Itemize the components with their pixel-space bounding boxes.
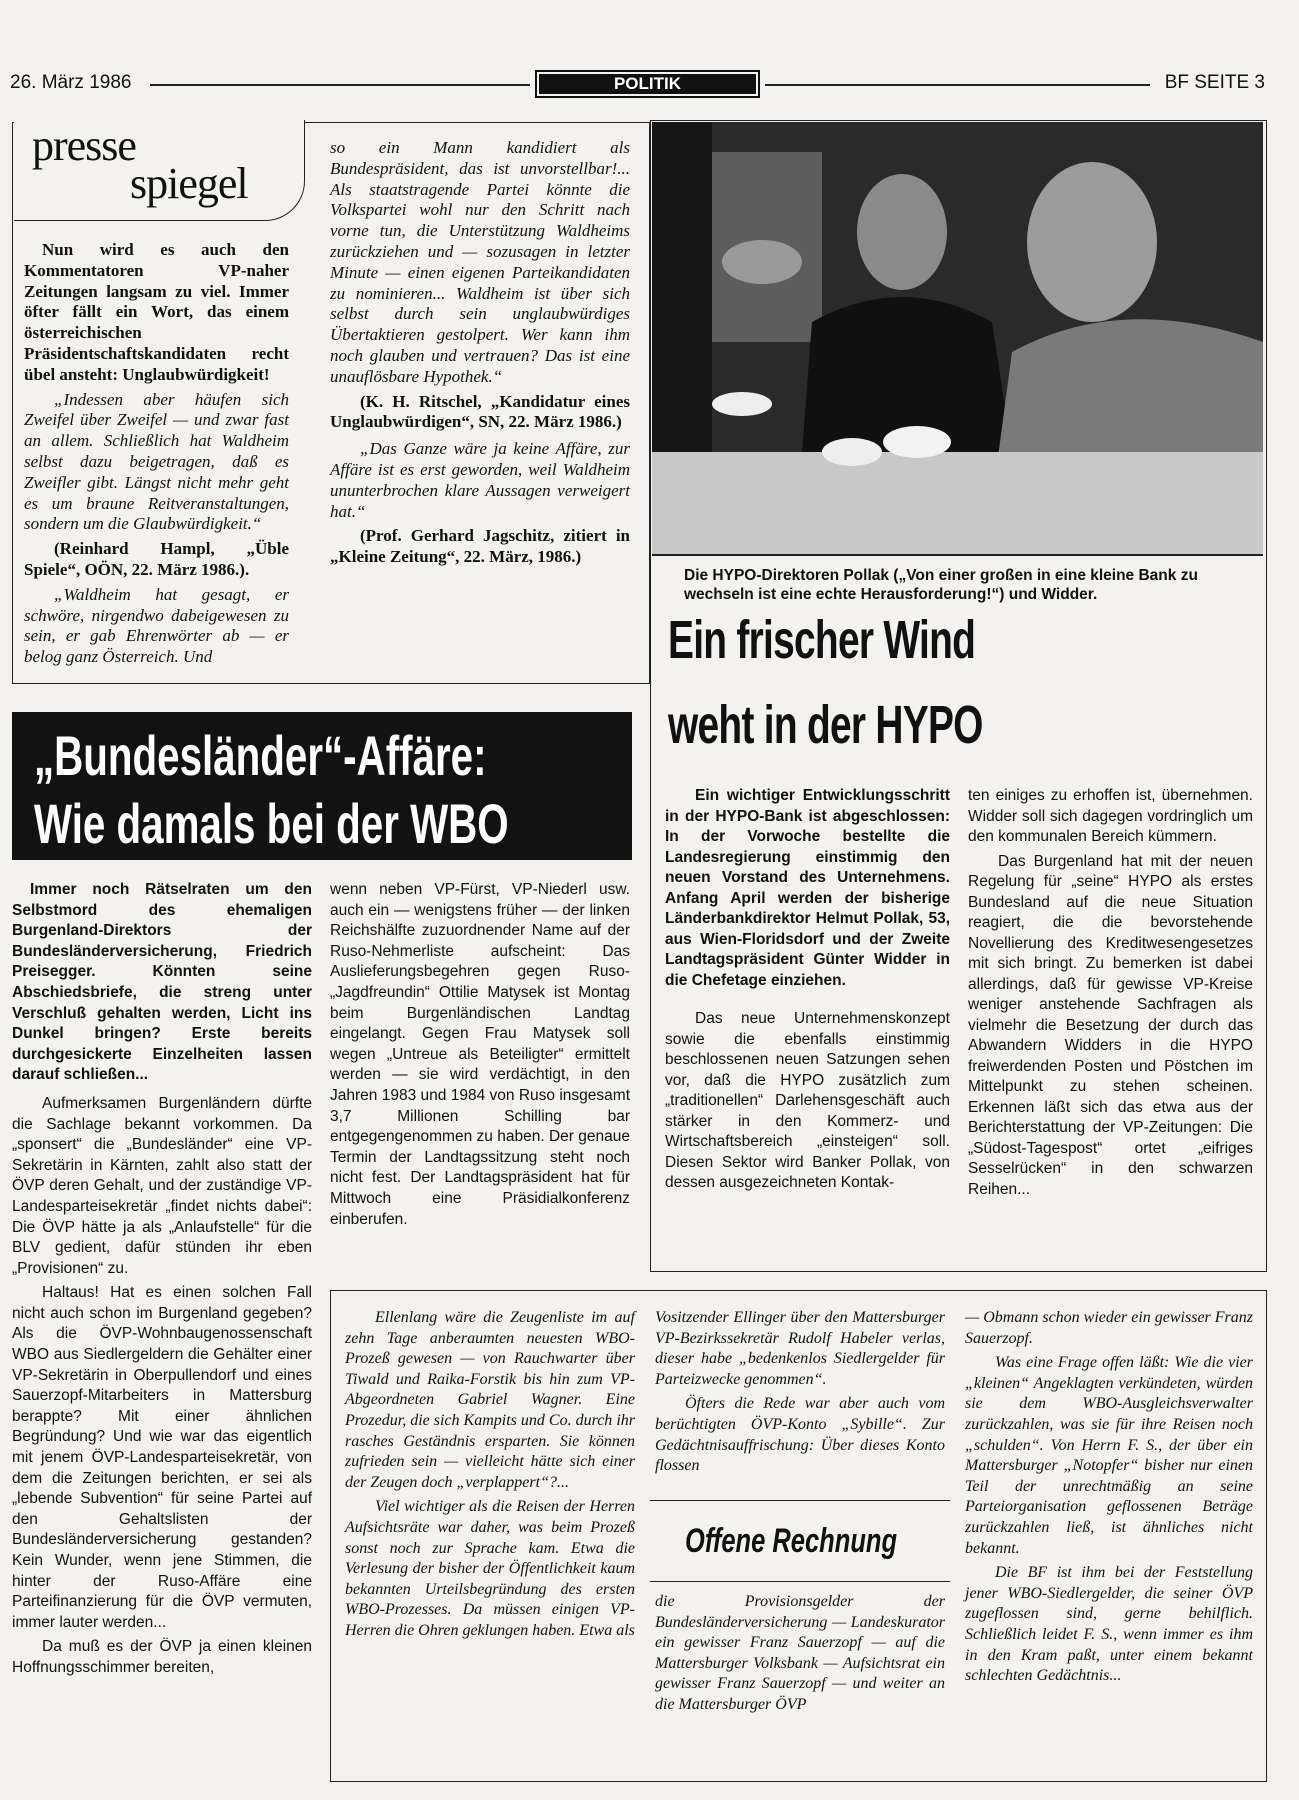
header-rule-left: [150, 84, 530, 86]
offene-col1-para2: Viel wichtiger als die Reisen der Herren Aufsichtsräte war daher, was beim Prozeß sonst noch zur Sprache kam. Etwa die Verlesung der bisher der Öffentlichkeit kaum bekannten Urteilsbegründung des ersten WBO-Prozesses. Da müssen einigen VP-Herren die Ohren geklungen haben. Etwa als: [345, 1498, 635, 1639]
offene-col2-para2: Öfters die Rede war aber auch vom berüchtigten ÖVP-Konto „Sybille“. Zur Gedächtnisauffrischung: Über dieses Konto flossen: [655, 1395, 945, 1475]
bundeslaender-col2: [330, 880, 630, 1234]
bundeslaender-col2-text: wenn neben VP-Fürst, VP-Niederl usw. auch ein — wenigstens früher — der linken Reichshälfte zuzuordnender Name auf der Ruso-Nehmerliste aufscheint: Das Auslieferungsbegehren gegen Ruso-„Jagdfreundin“ Ottilie Matysek ist Montag beim Burgenländischen Landtag eingelangt. Gegen Frau Matysek soll wegen „Untreue als Beteiligter“ ermittelt werden — sie wird verdächtigt, in den Jahren 1983 und 1984 von Ruso insgesamt 3,7 Millionen Schilling bar entgegengenommen zu haben. Der genaue Termin der Landtagssitzung steht noch nicht fest. Der Landtagspräsident hat für Mittwoch eine Präsidialkonferenz einberufen.: [330, 881, 630, 1228]
hypo-para1: Das neue Unternehmenskonzept sowie die ebenfalls einstimmig beschlossenen neuen Satzungen sehen vor, daß die HYPO zusätzlich zum „traditionellen“ Darlehensgeschäft auch stärker in den Kommerz- und Wirtschaftsbereich „einsteigen“ soll. Diesen Sektor wird Banker Pollak, von dessen ausgezeichneten Kontak-: [665, 1010, 950, 1191]
source-3: (Prof. Gerhard Jagschitz, zitiert in „Kleine Zeitung“, 22. März, 1986.): [330, 526, 630, 567]
offene-col3-para2: Was eine Frage offen läßt: Wie die vier „kleinen“ Angeklagten verkündeten, würden sie dem WBO-Ausgleichsverwalter zurückzahlen, was sie für ihre Reisen noch „schulden“. Von Herrn F. S., der über ein Mattersburger „Notopfer“ bisher nur einen Teil der unrechtmäßig an seine Parteiorganisation geflossenen Beträge zurückzahlen ließ, ist ähnliches nicht bekannt.: [965, 1354, 1253, 1557]
quote-2-part2: so ein Mann kandidiert als Bundespräsident, das ist unvorstellbar!... Als staatstragende Partei könnte die Volkspartei wohl nur den Schritt nach vorne tun, die Unterstützung Waldheims zurückziehen und — sozusagen in letzter Minute — einen eigenen Parteikandidaten zu nominieren... Waldheim ist über sich selbst durch sein unglaubwürdiges Übertaktieren gestolpert. Wer kann ihm noch glauben und vertrauen? Das ist eine unauflösbare Hypothek.“: [330, 138, 630, 386]
directors-photo: [652, 122, 1263, 554]
offene-col1: [345, 1308, 635, 1646]
offene-col3-para3: Die BF ist ihm bei der Feststellung jener WBO-Siedlergelder, die seiner ÖVP zugeflossen sind, gerne behilflich. Schließlich leidet F. S., wenn immer es ihm in den Kram paßt, unter einem bekannt schlechten Gedächtnis...: [965, 1564, 1253, 1685]
section-label-box: [535, 70, 760, 98]
bundeslaender-para2: Haltaus! Hat es einen solchen Fall nicht auch schon im Burgenland gegeben? Als die ÖVP-Wohnbaugenossenschaft WBO aus Siedlergeldern die Gehälter einer VP-Sekretärin in Oberpullendorf und eines Sauerzopf-Mitarbeiters in Mattersburg berappte? Mit einer ähnlichen Begründung? Und wie war das eigentlich mit jenem ÖVP-Landesparteisekretär, von dem die Zeitungen berichten, er sei als „lebende Subvention“ für seine Partei auf den Gehaltslisten der Bundesländerversicherung gestanden? Kein Wunder, wenn jene Stimmen, die hinter der Ruso-Affäre eine Parteifinanzierung für die ÖVP vermuten, immer lauter werden...: [12, 1284, 312, 1631]
quote-2-part1: „Waldheim hat gesagt, er schwöre, nirgendwo dabeigewesen zu sein, er gab Ehrenwörter ab — er belog ganz Österreich. Und: [24, 584, 289, 667]
source-1: (Reinhard Hampl, „Üble Spiele“, OÖN, 22. März 1986.).: [24, 539, 289, 579]
bundeslaender-col1: [12, 880, 312, 1683]
offene-col2-para1: Vositzender Ellinger über den Mattersburger VP-Bezirkssekretär Rudolf Habeler verlas, dieser habe „bedenkenlos Siedlergelder für Parteizwecke genommen“.: [655, 1309, 945, 1388]
photo-illustration: [652, 122, 1263, 554]
section-label: POLITIK: [539, 74, 756, 94]
bundeslaender-para3: Da muß es der ÖVP ja einen kleinen Hoffnungsschimmer bereiten,: [12, 1638, 312, 1676]
offene-col3-para1: — Obmann schon wieder ein gewisser Franz Sauerzopf.: [965, 1309, 1253, 1347]
bundeslaender-headline-line2: Wie damals bei der WBO: [34, 792, 509, 855]
offene-title: Offene Rechnung: [685, 1522, 898, 1560]
pressespiegel-intro: Nun wird es auch den Kommentatoren VP-naher Zeitungen langsam zu viel. Immer öfter fällt ein Wort, das einem österreichischen Präsidentschaftskandidaten recht übel ansteht: Unglaubwürdigkeit!: [24, 240, 289, 384]
photo-rule: [652, 554, 1263, 556]
hypo-col2: [968, 786, 1253, 1204]
offene-col1-para1: Ellenlang wäre die Zeugenliste im auf zehn Tage anberaumten neuesten WBO-Prozeß gewesen — von Rauchwarter über Tiwald und Raika-Forstik bis hin zum VP-Abgeordneten Gabriel Wagner. Eine Prozedur, die sich Kampits und Co. durch ihr rasches Geständnis ersparten. Sie können zufrieden sein — vielleicht hätte sich einer der Zeugen doch „verplappert“?...: [345, 1309, 635, 1491]
offene-title-box: [650, 1500, 950, 1582]
photo-caption: Die HYPO-Direktoren Pollak („Von einer großen in eine kleine Bank zu wechseln ist eine echte Herausforderung!“) und Widder.: [684, 567, 1198, 603]
pressespiegel-col2: [330, 138, 630, 572]
source-2: (K. H. Ritschel, „Kandidatur eines Unglaubwürdigen“, SN, 22. März 1986.): [330, 391, 630, 432]
offene-col2-para3: die Provisionsgelder der Bundesländerversicherung — Landeskurator ein gewisser Franz Sauerzopf — auf die Mattersburger Volksbank — Aufsichtsrat ein gewisser Franz Sauerzopf — und weiter an die Mattersburger ÖVP: [655, 1593, 945, 1713]
page-number: BF SEITE 3: [1164, 72, 1265, 93]
issue-date: 26. März 1986: [10, 72, 132, 93]
offene-col2-bottom: [655, 1592, 945, 1720]
pressespiegel-logo: [14, 120, 305, 221]
bundeslaender-para1: Aufmerksamen Burgenländern dürfte die Sachlage bekannt vorkommen. Da „sponsert“ die „Bundesländer“ eine VP-Sekretärin in Kärnten, zahlt also statt der ÖVP deren Gehalt, und der zuständige VP-Landesparteisekretär „findet nichts dabei“: Die ÖVP hätte ja als „Anlaufstelle“ für die BLV gedient, dafür stünden ihr eben „Provisionen“ zu.: [12, 1094, 312, 1277]
pressespiegel-col1: [24, 240, 289, 672]
page-header: [10, 70, 1265, 100]
hypo-headline-line1: Ein frischer Wind: [668, 610, 976, 670]
header-rule-right: [765, 84, 1150, 86]
logo-word-spiegel: spiegel: [130, 159, 248, 208]
quote-1: „Indessen aber häufen sich Zweifel über Zweifel — und zwar fast an allem. Schließlich hat Waldheim selbst dazu beigetragen, daß es Zweifler gibt. Längst nicht mehr geht es um braune Reitveranstaltungen, sondern um die Glaubwürdigkeit.“: [24, 389, 289, 534]
offene-col3: [965, 1308, 1253, 1691]
quote-3: „Das Ganze wäre ja keine Affäre, zur Affäre ist es erst geworden, weil Waldheim ununterbrochen klare Aussagen verweigert hat.“: [330, 439, 630, 521]
offene-col2: [655, 1308, 945, 1481]
hypo-lead: Ein wichtiger Entwicklungsschritt in der HYPO-Bank ist abgeschlossen: In der Vorwoche bestellte die Landesregierung einstimmig den neuen Vorstand des Unternehmens. Anfang April werden der bisherige Länderbankdirektor Helmut Pollak, 53, aus Wien-Floridsdorf und der Zweite Landtagspräsident Günter Widder in die Chefetage einziehen.: [665, 787, 950, 989]
bundeslaender-headline-line1: „Bundesländer“-Affäre:: [34, 724, 487, 787]
hypo-headline-line2: weht in der HYPO: [668, 695, 983, 755]
bundeslaender-lead: Immer noch Rätselraten um den Selbstmord des ehemaligen Burgenland-Direktors der Bundesländerversicherung, Friedrich Preisegger. Könnten seine Abschiedsbriefe, die streng unter Verschluß gehalten werden, Licht ins Dunkel bringen? Erste bereits durchgesickerte Einzelheiten lassen darauf schließen...: [12, 881, 312, 1084]
hypo-para3: Das Burgenland hat mit der neuen Regelung für „seine“ HYPO als erstes Bundesland auf die neue Situation reagiert, die die bevorstehende Novellierung des Kreditwesengesetzes mit sich bringt. Zu bemerken ist dabei allerdings, daß für gewisse VP-Kreise weniger anstehende Sachfragen als vielmehr die Besetzung der durch das Abwandern Widders in die HYPO freiwerdenden Posten und Pöstchen im Mittelpunkt zu stehen scheinen. Erkennen läßt sich das etwa aus der Berichterstattung der VP-Zeitungen: Die „Südost-Tagespost“ ortet „eifriges Sesselrücken“ in den schwarzen Reihen...: [968, 852, 1253, 1198]
hypo-para2: ten einiges zu erhoffen ist, übernehmen. Widder soll sich dagegen vordringlich um den kommunalen Bereich kümmern.: [968, 787, 1253, 845]
logo-word-presse: presse: [32, 121, 136, 170]
bundeslaender-banner: [12, 712, 632, 860]
hypo-col1: [665, 786, 950, 1198]
